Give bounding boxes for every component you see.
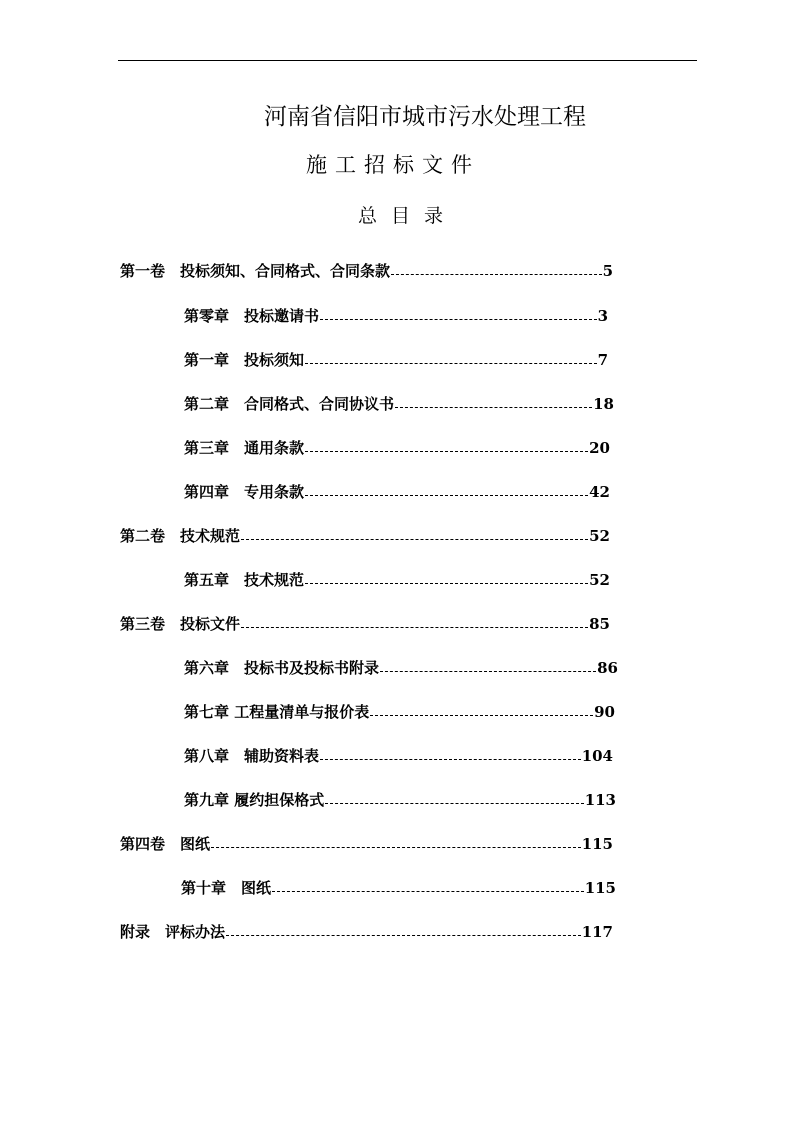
toc-entry-label: 第一卷 投标须知、合同格式、合同条款 xyxy=(120,262,391,280)
toc-entry-page: 117 xyxy=(581,923,613,941)
toc-entry-label: 第三章 通用条款 xyxy=(184,439,305,457)
toc-entry-label: 第一章 投标须知 xyxy=(184,351,305,369)
document-subtitle: 施工招标文件 xyxy=(306,153,480,177)
toc-entry-page: 115 xyxy=(584,879,616,897)
toc-entry-label: 第四卷 图纸 xyxy=(120,835,211,853)
toc-entry-chapter-8 xyxy=(184,744,613,766)
toc-entry-label: 第二卷 技术规范 xyxy=(120,527,241,545)
toc-entry-page: 52 xyxy=(589,527,610,545)
toc-entry-chapter-4 xyxy=(184,480,610,502)
toc-leader xyxy=(305,495,588,496)
toc-entry-label: 第六章 投标书及投标书附录 xyxy=(184,659,380,677)
toc-leader xyxy=(211,847,581,848)
toc-entry-page: 18 xyxy=(593,395,614,413)
toc-entry-chapter-2 xyxy=(184,392,614,414)
toc-leader xyxy=(241,627,588,628)
toc-entry-chapter-1 xyxy=(184,348,608,370)
toc-entry-chapter-7 xyxy=(184,700,615,722)
toc-entry-label: 第零章 投标邀请书 xyxy=(184,307,320,325)
toc-entry-chapter-6 xyxy=(184,656,618,678)
toc-entry-chapter-10 xyxy=(181,876,616,898)
toc-entry-label: 附录 评标办法 xyxy=(120,923,226,941)
toc-entry-chapter-0 xyxy=(184,304,608,326)
toc-entry-label: 第九章 履约担保格式 xyxy=(184,791,325,809)
toc-entry-page: 104 xyxy=(581,747,613,765)
toc-leader xyxy=(320,759,581,760)
toc-entry-page: 7 xyxy=(597,351,608,369)
toc-entry-label: 第七章 工程量清单与报价表 xyxy=(184,703,370,721)
toc-entry-label: 第二章 合同格式、合同协议书 xyxy=(184,395,395,413)
toc-leader xyxy=(305,451,588,452)
toc-entry-chapter-5 xyxy=(184,568,610,590)
toc-entry-page: 5 xyxy=(602,262,613,280)
toc-entry-label: 第五章 技术规范 xyxy=(184,571,305,589)
toc-leader xyxy=(391,274,602,275)
toc-leader xyxy=(305,583,588,584)
toc-entry-chapter-3 xyxy=(184,436,610,458)
toc-heading: 总目录 xyxy=(358,205,458,227)
toc-leader xyxy=(395,407,592,408)
toc-entry-page: 85 xyxy=(589,615,610,633)
toc-entry-page: 42 xyxy=(589,483,610,501)
toc-leader xyxy=(320,319,597,320)
toc-entry-volume-1 xyxy=(120,259,613,281)
toc-leader xyxy=(272,891,584,892)
toc-entry-volume-3 xyxy=(120,612,610,634)
toc-entry-page: 113 xyxy=(584,791,616,809)
header-rule xyxy=(118,60,697,61)
toc-entry-volume-4 xyxy=(120,832,613,854)
toc-entry-label: 第八章 辅助资料表 xyxy=(184,747,320,765)
toc-entry-appendix xyxy=(120,920,613,942)
toc-entry-volume-2 xyxy=(120,524,610,546)
toc-entry-label: 第十章 图纸 xyxy=(181,879,272,897)
document-title: 河南省信阳市城市污水处理工程 xyxy=(264,104,586,130)
toc-entry-page: 115 xyxy=(581,835,613,853)
toc-leader xyxy=(325,803,583,804)
toc-leader xyxy=(305,363,597,364)
toc-leader xyxy=(226,935,581,936)
toc-entry-label: 第三卷 投标文件 xyxy=(120,615,241,633)
toc-leader xyxy=(241,539,588,540)
toc-entry-page: 20 xyxy=(589,439,610,457)
toc-leader xyxy=(370,715,593,716)
toc-entry-page: 52 xyxy=(589,571,610,589)
toc-entry-page: 3 xyxy=(597,307,608,325)
toc-entry-label: 第四章 专用条款 xyxy=(184,483,305,501)
toc-leader xyxy=(380,671,596,672)
toc-entry-page: 90 xyxy=(594,703,615,721)
toc-entry-chapter-9 xyxy=(184,788,616,810)
toc-entry-page: 86 xyxy=(597,659,618,677)
